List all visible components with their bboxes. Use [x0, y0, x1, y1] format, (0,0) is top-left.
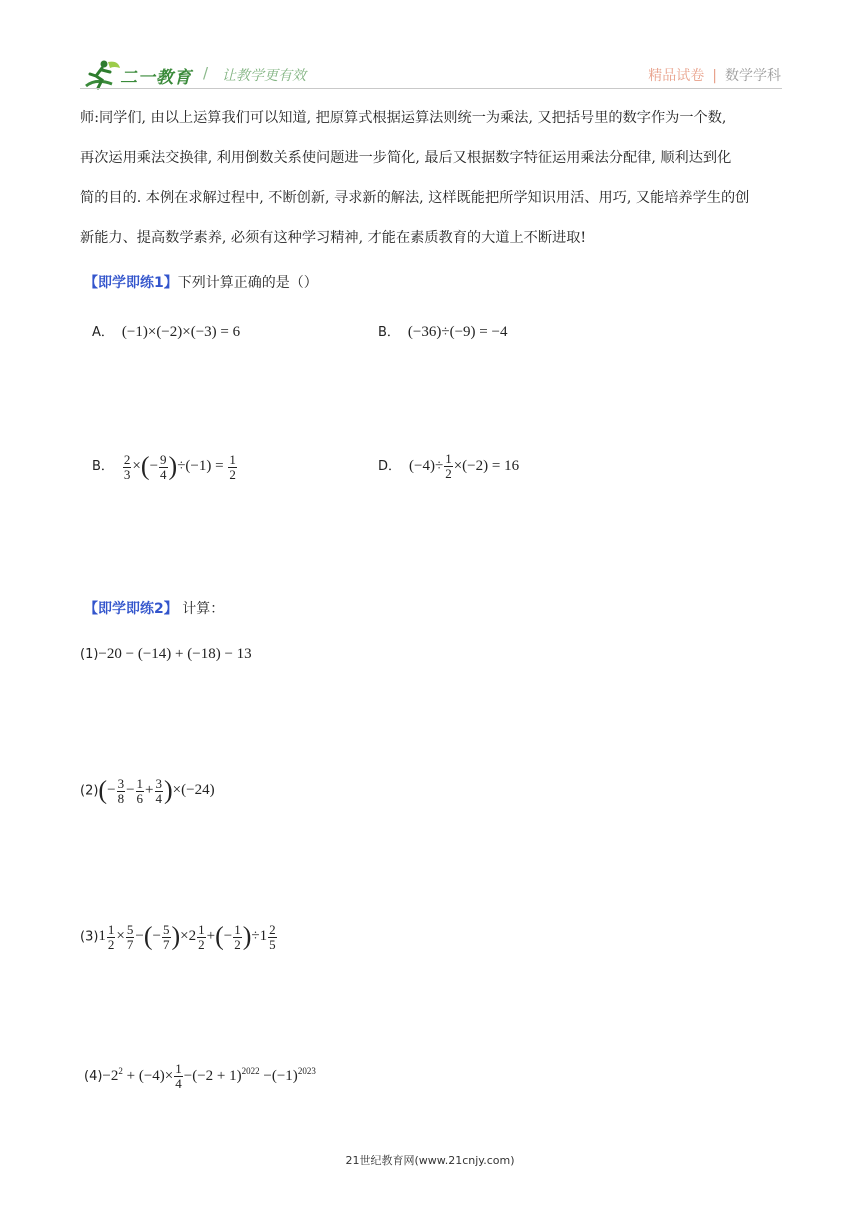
- question-1: [84, 272, 318, 292]
- header-tag-subject: 数学学科: [725, 68, 781, 84]
- teacher-paragraph: [80, 98, 786, 258]
- option-a-key: A．: [92, 325, 114, 340]
- header-right: [648, 65, 781, 85]
- problem-2-key: (2): [80, 783, 99, 799]
- option-b-expression: (−36)÷(−9) = −4: [407, 324, 508, 340]
- brand-name: 二一教育: [120, 68, 192, 88]
- option-c-key: B．: [92, 459, 114, 475]
- slogan: 让教学更有效: [222, 68, 306, 84]
- runner-logo-icon: [82, 58, 122, 92]
- problem-4: [84, 1062, 316, 1091]
- problem-2: [80, 776, 215, 806]
- question-2-label: 【即学即练2】: [84, 601, 178, 617]
- option-b: [378, 321, 507, 341]
- problem-3: [80, 922, 278, 952]
- option-c-expression: $\frac{2}{3}$ ×(− $\frac{9}{4}$ )÷(−1) = $\frac{1}{2}$: [123, 451, 236, 482]
- problem-4-key: (4): [84, 1068, 103, 1084]
- problem-1: [80, 646, 252, 663]
- paragraph-line: 再次运用乘法交换律, 利用倒数关系使问题进一步简化, 最后又根据数字特征运用乘法分配律, 顺利达到化: [80, 150, 732, 166]
- header-tag-papers: 精品试卷: [648, 68, 705, 84]
- question-2-text: 计算：: [182, 601, 225, 617]
- paragraph-line: 师:同学们, 由以上运算我们可以知道, 把原算式根据运算法则统一为乘法, 又把括号里的数字作为一个数,: [80, 110, 727, 126]
- option-a-expression: (−1)×(−2)×(−3) = 6: [121, 324, 241, 340]
- option-c: [92, 452, 238, 482]
- header-rule: [80, 88, 782, 89]
- problem-1-key: (1): [80, 647, 99, 662]
- header-divider: |: [712, 68, 717, 84]
- option-d: [378, 452, 519, 481]
- page-footer: 21世纪教育网(www.21cnjy.com): [345, 1154, 515, 1167]
- slogan-separator: /: [203, 64, 209, 82]
- option-d-key: D．: [378, 458, 402, 474]
- option-b-key: B．: [378, 325, 400, 340]
- question-1-text: 下列计算正确的是（）: [177, 275, 318, 291]
- problem-4-expression: $-2^2 + (-4)\times$ $\frac{1}{4}$ $-(-2 + 1)^{2022} -(-1)^{2023}$: [102, 1061, 316, 1091]
- problem-1-expression: −20 − (−14) + (−18) − 13: [98, 646, 252, 662]
- problem-3-expression: 1 $\frac{1}{2}$ × $\frac{5}{7}$ −(− $\frac{5}{7}$ )×2 $\frac{1}{2}$ +(− $\frac{1}{2}$ )÷1 $\frac{2}{5}$: [98, 921, 276, 952]
- problem-3-key: (3): [80, 929, 99, 945]
- paragraph-line: 新能力、提高数学素养, 必须有这种学习精神, 才能在素质教育的大道上不断进取!: [80, 230, 587, 246]
- option-d-expression: (−4)÷ $\frac{1}{2}$ ×(−2) = 16: [409, 451, 520, 481]
- paragraph-line: 简的目的. 本例在求解过程中, 不断创新, 寻求新的解法, 这样既能把所学知识用活、用巧, 又能培养学生的创: [80, 190, 750, 206]
- question-1-label: 【即学即练1】: [84, 275, 178, 291]
- page-header: [0, 0, 860, 95]
- problem-2-expression: (− $\frac{3}{8}$ − $\frac{1}{6}$ + $\frac{3}{4}$ )×(−24): [98, 775, 215, 806]
- option-a: [92, 321, 240, 341]
- question-2: [84, 598, 224, 618]
